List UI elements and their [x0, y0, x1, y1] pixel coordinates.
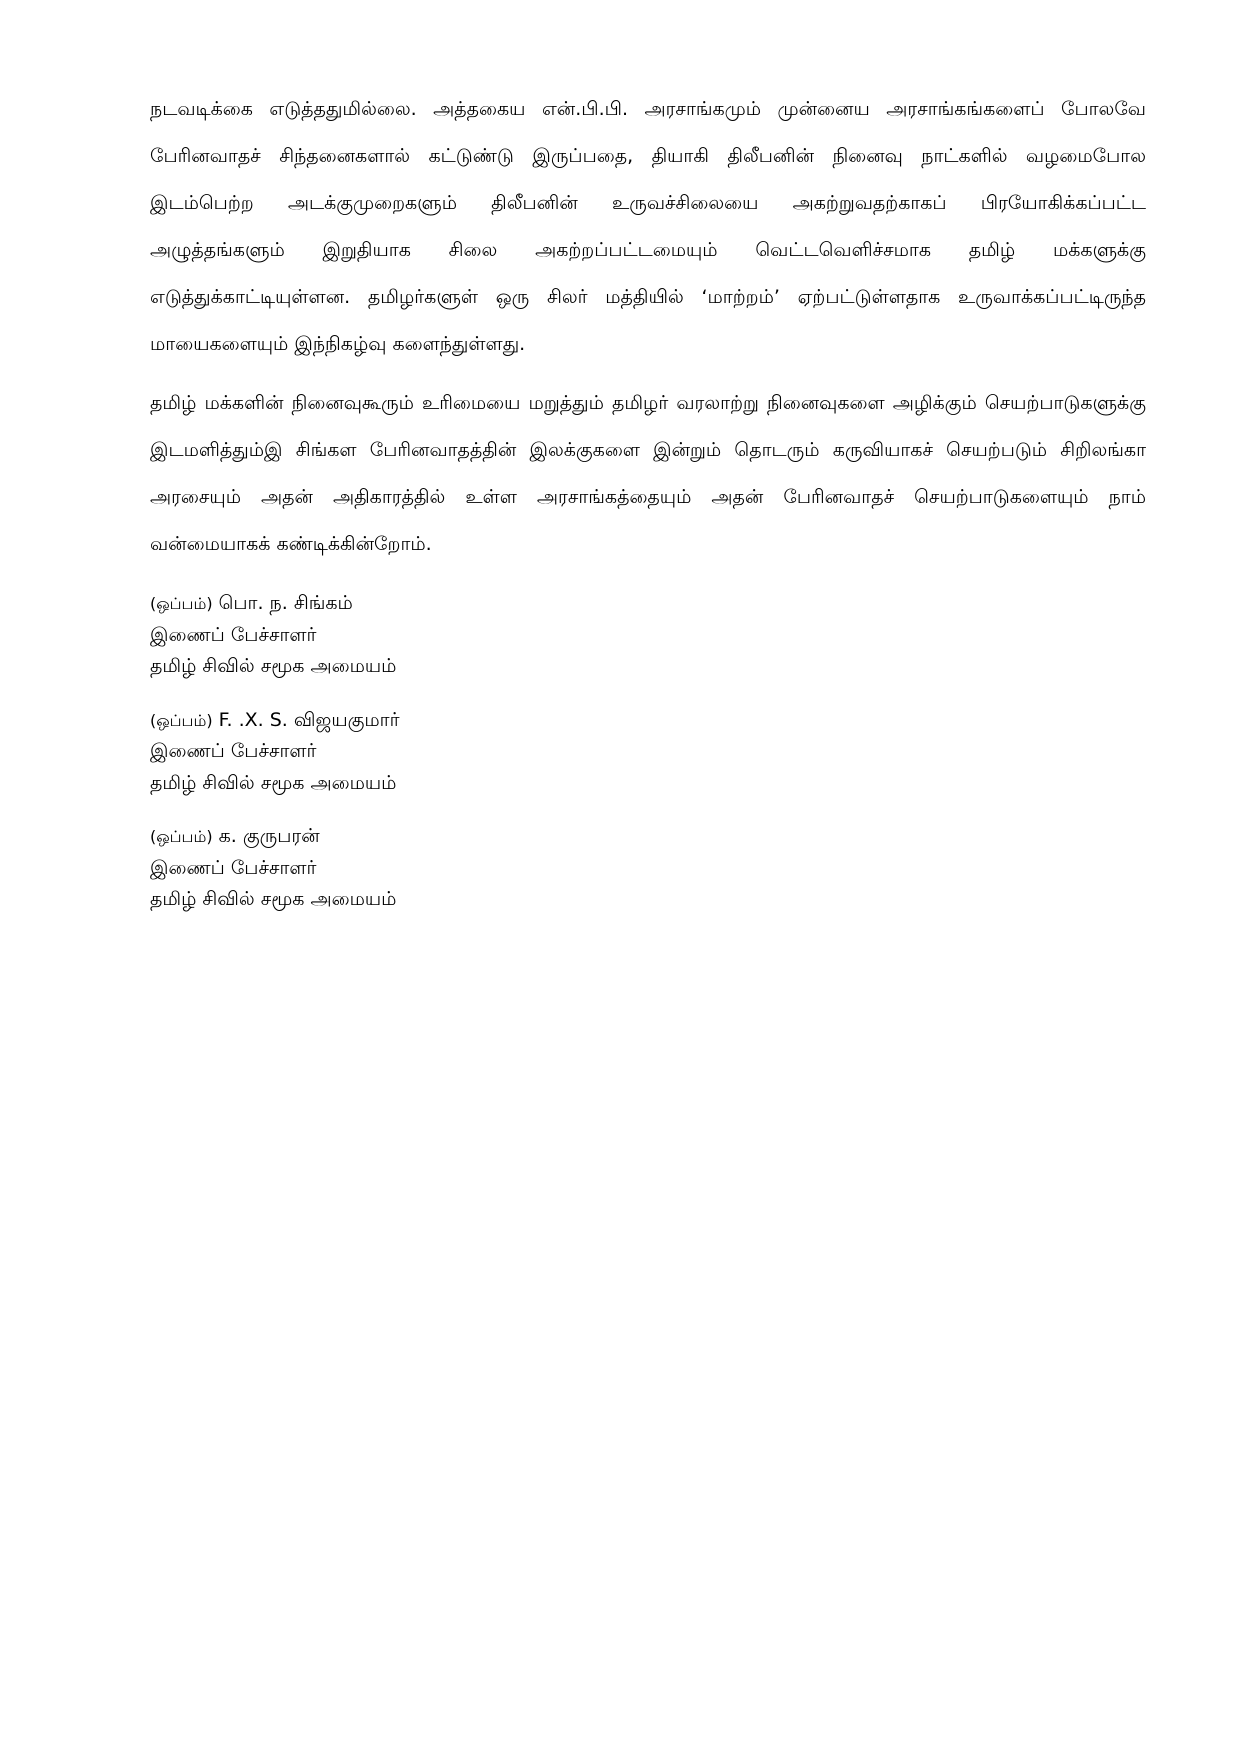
- signature-prefix: (ஒப்பம்): [150, 827, 213, 846]
- signature-prefix: (ஒப்பம்): [150, 594, 213, 613]
- signature-block-3: [150, 821, 1146, 916]
- signatory-title: இணைப் பேச்சாளர்: [150, 740, 317, 762]
- signatory-name: பொ. ந. சிங்கம்: [218, 592, 353, 614]
- signature-block-1: [150, 588, 1146, 683]
- statement-paragraph-2: தமிழ் மக்களின் நினைவுகூரும் உரிமையை மறுத்தும் தமிழர் வரலாற்று நினைவுகளை அழிக்கும் செயற்பாடுகளுக்கு இடமளித்தும்இ சிங்கள பேரினவாதத்தின் இலக்குகளை இன்றும் தொடரும் கருவியாகச் செயற்படும் சிறிலங்கா அரசையும் அதன் அதிகாரத்தில் உள்ள அரசாங்கத்தையும் அதன் பேரினவாதச் செயற்பாடுகளையும் நாம் வன்மையாகக் கண்டிக்கின்றோம்.: [150, 392, 1146, 555]
- signature-line: [150, 821, 1146, 853]
- signature-line: [150, 705, 1146, 737]
- signatory-organization: தமிழ் சிவில் சமூக அமையம்: [150, 655, 397, 677]
- signatory-organization: தமிழ் சிவில் சமூக அமையம்: [150, 888, 397, 910]
- signatory-name: க. குருபரன்: [218, 825, 320, 847]
- signature-block-2: [150, 705, 1146, 800]
- document-body: [150, 86, 1146, 938]
- signatory-name: F. .X. S. விஜயகுமார்: [218, 708, 400, 731]
- signatory-organization: தமிழ் சிவில் சமூக அமையம்: [150, 771, 397, 794]
- statement-paragraph-1: நடவடிக்கை எடுத்ததுமில்லை. அத்தகைய என்.பி.பி. அரசாங்கமும் முன்னைய அரசாங்கங்களைப் போலவே பேரினவாதச் சிந்தனைகளால் கட்டுண்டு இருப்பதை, தியாகி திலீபனின் நினைவு நாட்களில் வழமைபோல இடம்பெற்ற அடக்குமுறைகளும் திலீபனின் உருவச்சிலையை அகற்றுவதற்காகப் பிரயோகிக்கப்பட்ட அழுத்தங்களும் இறுதியாக சிலை அகற்றப்பட்டமையும் வெட்டவெளிச்சமாக தமிழ் மக்களுக்கு எடுத்துக்காட்டியுள்ளன. தமிழர்களுள் ஒரு சிலர் மத்தியில் ‘மாற்றம்’ ஏற்பட்டுள்ளதாக உருவாக்கப்பட்டிருந்த மாயைகளையும் இந்நிகழ்வு களைந்துள்ளது.: [150, 98, 1146, 355]
- signature-prefix: (ஒப்பம்): [150, 710, 213, 730]
- signatory-title: இணைப் பேச்சாளர்: [150, 623, 317, 646]
- signature-line: [150, 588, 1146, 620]
- signatory-title: இணைப் பேச்சாளர்: [150, 856, 317, 879]
